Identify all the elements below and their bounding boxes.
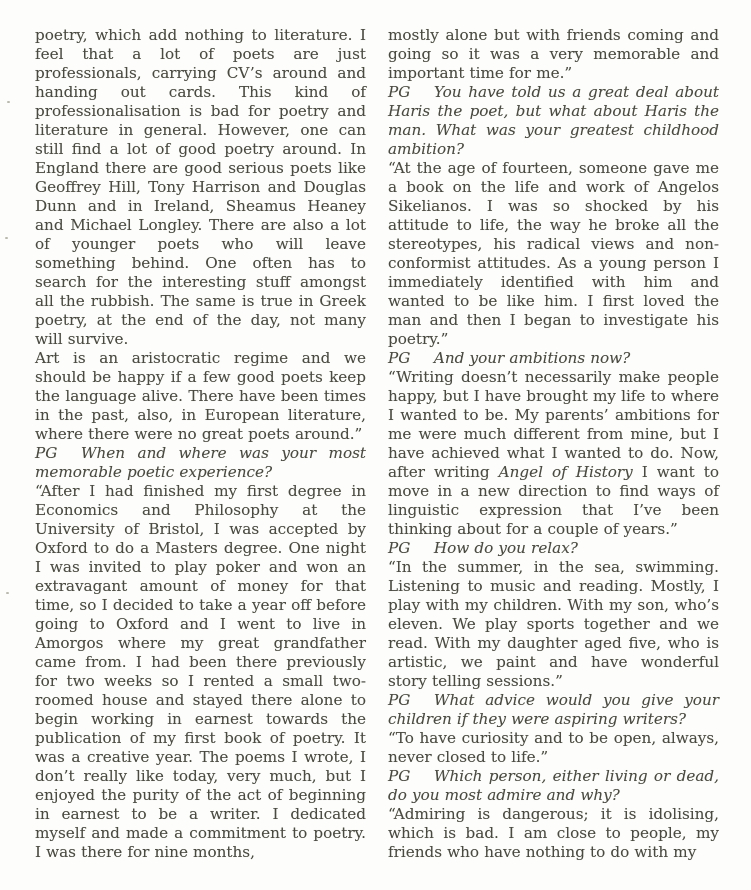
question-paragraph [388,349,719,368]
left-column [35,26,366,862]
scan-speck [6,592,9,594]
interviewer-initials: PG [35,444,58,462]
interviewer-initials: PG [388,83,411,101]
answer-paragraph: “At the age of fourteen, someone gave me a book on the life and work of Angelos Sikelianos. I was so shocked by his attitude to life, the way he broke all the stereotypes, his radical views and non-conformist attitudes. As a young person I immediately identified with him and wanted to be like him. I first loved the man and then I began to investigate his poetry.” [388,159,719,348]
answer-paragraph [388,368,719,539]
interviewer-initials: PG [388,349,411,367]
answer-paragraph: “In the summer, in the sea, swimming. Listening to music and reading. Mostly, I play with my children. With my son, who’s eleven. We play sports together and we read. With my daughter aged five, who is artistic, we paint and have wonderful story telling sessions.” [388,558,719,690]
answer-paragraph: “Admiring is dangerous; it is idolising, which is bad. I am close to people, my friends who have nothing to do with my [388,805,719,861]
answer-paragraph: Art is an aristocratic regime and we should be happy if a few good poets keep the language alive. There have been times in the past, also, in European literature, where there were no great poets around.” [35,349,366,443]
interviewer-initials: PG [388,539,411,557]
interviewer-initials: PG [388,691,411,709]
interviewer-initials: PG [388,767,411,785]
two-column-text-block [35,26,719,862]
answer-segment: I want to move in a new direction to find ways of linguistic expression that I’ve been thinking about for a couple of years.” [388,463,720,538]
scan-speck [7,101,10,103]
answer-paragraph: “After I had finished my first degree in Economics and Philosophy at the University of Bristol, I was accepted by Oxford to do a Masters degree. One night I was invited to play poker and won an extravagant amount of money for that time, so I decided to take a year off before going to Oxford and I went to live in Amorgos where my great grandfather came from. I had been there previously for two weeks so I rented a small two-roomed house and stayed there alone to begin working in earnest towards the publication of my first book of poetry. It was a creative year. The poems I wrote, I don’t really like today, very much, but I enjoyed the purity of the act of beginning in earnest to be a writer. I dedicated myself and made a commitment to poetry. I was there for nine months, [35,482,366,861]
question-paragraph [388,691,719,729]
question-paragraph [35,444,366,482]
question-text: How do you relax? [433,539,578,557]
answer-paragraph: “To have curiosity and to be open, always, never closed to life.” [388,729,719,766]
answer-segment: “Writing doesn’t necessarily make people happy, but I have brought my life to where I wanted to be. My parents’ ambitions for me were much different from mine, but I have achieved what I wanted to do. Now, after writing [388,368,719,481]
question-text: When and where was your most memorable poetic experience? [35,444,366,481]
answer-paragraph: poetry, which add nothing to literature. I feel that a lot of poets are just professionals, carrying CV’s around and handing out cards. This kind of professionalisation is bad for poetry and literature in general. However, one can still find a lot of good poetry around. In England there are good serious poets like Geoffrey Hill, Tony Harrison and Douglas Dunn and in Ireland, Sheamus Heaney and Michael Longley. There are also a lot of younger poets who will leave something behind. One often has to search for the interesting stuff amongst all the rubbish. The same is true in Greek poetry, at the end of the day, not many will survive. [35,26,366,348]
answer-paragraph: mostly alone but with friends coming and going so it was a very memorable and important time for me.” [388,26,719,82]
book-title: Angel of History [498,463,633,481]
right-column [388,26,719,862]
question-paragraph [388,83,719,159]
question-text: You have told us a great deal about Haris the poet, but what about Haris the man. What was your greatest childhood ambition? [388,83,719,158]
question-text: Which person, either living or dead, do you most admire and why? [388,767,719,804]
question-text: And your ambitions now? [433,349,631,367]
question-paragraph [388,539,719,558]
scan-speck [5,237,8,239]
question-paragraph [388,767,719,805]
question-text: What advice would you give your children if they were aspiring writers? [388,691,719,728]
